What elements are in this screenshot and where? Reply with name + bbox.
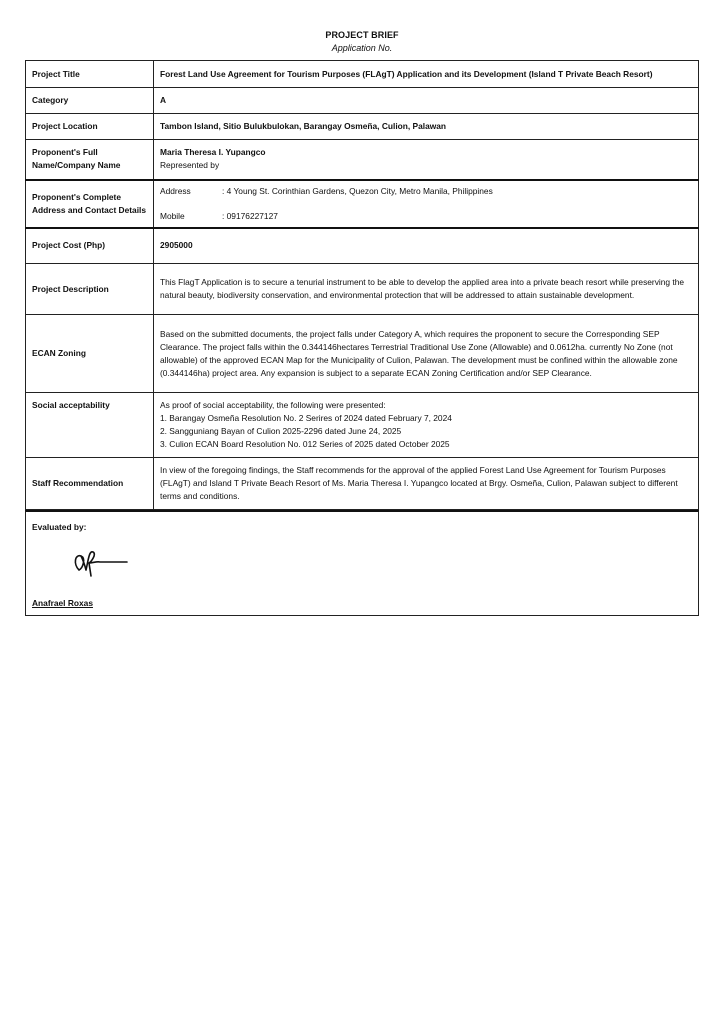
application-number-label: Application No. [331,43,393,53]
row-project-description [26,264,699,315]
row-ecan-zoning [26,315,699,393]
row-social-acceptability [26,393,699,458]
project-title-label: Project Title [26,61,154,88]
social-label: Social acceptability [26,393,154,458]
description-label: Project Description [26,264,154,315]
description-value: This FlagT Application is to secure a tenurial instrument to be able to develop the applied area into a private beach resort while preserving the natural beauty, biodiversity conservation, and environmental protection that will be addressed to attain sustainable development. [154,264,699,315]
proponent-value [154,140,699,180]
social-item: 2. Sangguniang Bayan of Culion 2025-2296 dated June 24, 2025 [160,426,402,436]
cost-label: Project Cost (Php) [26,228,154,264]
social-item: 3. Culion ECAN Board Resolution No. 012 Series of 2025 dated October 2025 [160,439,450,449]
document-title: PROJECT BRIEF [325,30,399,40]
address-key: Address [160,185,191,196]
contact-label: Proponent's Complete Address and Contact Details [26,180,154,228]
recommendation-label: Staff Recommendation [26,458,154,510]
row-category [26,88,699,114]
project-title-value: Forest Land Use Agreement for Tourism Purposes (FLAgT) Application and its Development (Island T Private Beach Resort) [154,61,699,88]
cost-value: 2905000 [154,228,699,264]
social-value [154,393,699,458]
document-header [0,30,724,53]
social-intro: As proof of social acceptability, the following were presented: [160,400,386,410]
row-project-title [26,61,699,88]
address-value: : 4 Young St. Corinthian Gardens, Quezon City, Metro Manila, Philippines [222,185,493,196]
proponent-label: Proponent's Full Name/Company Name [26,140,154,180]
mobile-value: : 09176227127 [222,210,278,221]
signature-image [71,544,129,578]
row-proponent [26,140,699,180]
represented-by: Represented by [160,160,220,171]
social-item: 1. Barangay Osmeña Resolution No. 2 Serires of 2024 dated February 7, 2024 [160,413,452,423]
ecan-label: ECAN Zoning [26,315,154,393]
row-contact [26,180,699,228]
row-project-location [26,114,699,140]
evaluation-box [25,510,699,616]
evaluated-by-label: Evaluated by: [32,522,87,532]
row-project-cost [26,228,699,264]
category-label: Category [26,88,154,114]
location-label: Project Location [26,114,154,140]
row-staff-recommendation [26,458,699,510]
evaluator-name: Anafrael Roxas [32,598,93,608]
ecan-value: Based on the submitted documents, the project falls under Category A, which requires the proponent to secure the Corresponding SEP Clearance. The project falls within the 0.344146hectares Terrestrial Traditional Use Zone (Allowable) and 0.0612ha. currently No Zone (not allowable) of the approved ECAN Map for the Municipality of Culion, Palawan. The development must be confined within the allowable zone (0.344146ha) project area. Any expansion is subject to a separate ECAN Zoning Certification and/or SEP Clearance. [154,315,699,393]
location-value: Tambon Island, Sitio Bulukbulokan, Barangay Osmeña, Culion, Palawan [154,114,699,140]
project-brief-table [25,60,699,510]
mobile-key: Mobile [160,210,185,221]
contact-value [154,180,699,228]
recommendation-value: In view of the foregoing findings, the Staff recommends for the approval of the applied Forest Land Use Agreement for Tourism Purposes (FLAgT) and Island T Private Beach Resort of Ms. Maria Theresa I. Yupangco located at Brgy. Osmeña, Culion, Palawan subject to different terms and conditions. [154,458,699,510]
category-value: A [154,88,699,114]
proponent-name: Maria Theresa I. Yupangco [160,147,266,158]
